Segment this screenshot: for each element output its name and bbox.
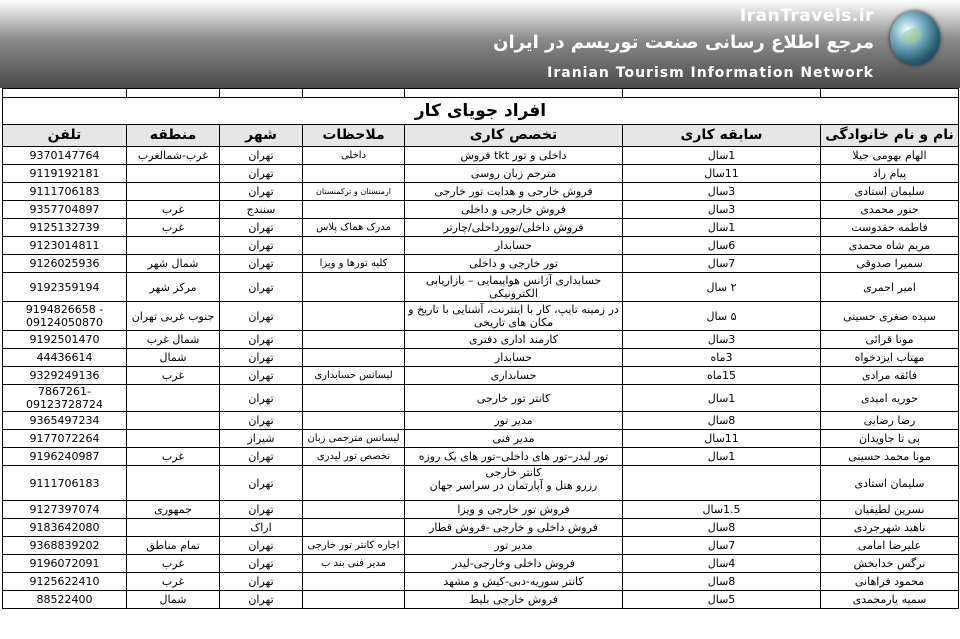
cell-specialty: مدیر تور bbox=[405, 412, 623, 430]
table-body bbox=[3, 147, 959, 609]
cell-specialty: کانتر خارجی رزرو هتل و آپارتمان در سراسر جهان bbox=[405, 466, 623, 501]
cell-region bbox=[127, 183, 220, 201]
cell-notes: تخصص تور لیدری bbox=[303, 448, 405, 466]
table-row bbox=[3, 219, 959, 237]
table-row bbox=[3, 255, 959, 273]
cell-region bbox=[127, 385, 220, 412]
cell-city: تهران bbox=[220, 501, 303, 519]
cell-notes: لیسانس مترجمی زبان bbox=[303, 430, 405, 448]
cell-phone: 9125622410 bbox=[3, 573, 127, 591]
column-header-city: شهر bbox=[220, 125, 303, 147]
cell-notes bbox=[303, 412, 405, 430]
cell-name: مونا محمد حسینی bbox=[821, 448, 959, 466]
cell-region: جمهوری bbox=[127, 501, 220, 519]
cell-phone: 9123014811 bbox=[3, 237, 127, 255]
cell-region: غرب bbox=[127, 201, 220, 219]
cell-experience: 1سال bbox=[623, 448, 821, 466]
cell-experience: 6سال bbox=[623, 237, 821, 255]
cell-city: تهران bbox=[220, 385, 303, 412]
cell-region: جنوب غربی تهران bbox=[127, 302, 220, 331]
cell-experience: 1سال bbox=[623, 219, 821, 237]
cell-name: فاطمه حقدوست bbox=[821, 219, 959, 237]
cell-name: امیر احمری bbox=[821, 273, 959, 302]
table-row bbox=[3, 537, 959, 555]
cell-specialty: کانتر تور خارجی bbox=[405, 385, 623, 412]
cell-name: جنور محمدی bbox=[821, 201, 959, 219]
cell-name: سمیرا صدوقی bbox=[821, 255, 959, 273]
cell-region bbox=[127, 165, 220, 183]
cell-specialty: مترجم زبان روسی bbox=[405, 165, 623, 183]
cell-city: تهران bbox=[220, 537, 303, 555]
cell-specialty: حسابداری bbox=[405, 367, 623, 385]
cell-experience: 5سال bbox=[623, 591, 821, 609]
cell-city: اراک bbox=[220, 519, 303, 537]
cell-notes bbox=[303, 273, 405, 302]
cell-specialty: کارمند اداری دفتری bbox=[405, 331, 623, 349]
cell-name: سمیه یارمحمدی bbox=[821, 591, 959, 609]
cell-region: شمال شهر bbox=[127, 255, 220, 273]
cell-experience: 1.5سال bbox=[623, 501, 821, 519]
cell-notes bbox=[303, 349, 405, 367]
cell-specialty: مدیر فنی bbox=[405, 430, 623, 448]
table-row bbox=[3, 367, 959, 385]
table-row bbox=[3, 183, 959, 201]
table-row bbox=[3, 331, 959, 349]
cell-notes: کلیه تورها و ویزا bbox=[303, 255, 405, 273]
table-row bbox=[3, 555, 959, 573]
cell-name: نسرین لطیفیان bbox=[821, 501, 959, 519]
column-header-experience: سابقه کاری bbox=[623, 125, 821, 147]
globe-icon bbox=[890, 11, 940, 65]
cell-city: تهران bbox=[220, 273, 303, 302]
cell-region: تمام مناطق bbox=[127, 537, 220, 555]
cell-phone: 88522400 bbox=[3, 591, 127, 609]
cell-notes: لیسانس حسابداری bbox=[303, 367, 405, 385]
column-header-phone: تلفن bbox=[3, 125, 127, 147]
cell-experience: 7سال bbox=[623, 537, 821, 555]
cell-city: تهران bbox=[220, 448, 303, 466]
cell-experience bbox=[623, 466, 821, 501]
cell-phone: 9177072264 bbox=[3, 430, 127, 448]
column-headers bbox=[3, 125, 959, 147]
cell-region: غرب-شمالغرب bbox=[127, 147, 220, 165]
cell-region: غرب bbox=[127, 448, 220, 466]
jobseekers-table bbox=[2, 88, 959, 609]
cell-specialty: در زمینه تایپ، کار با اینترنت، آشنایی با تاریخ و مکان های تاریخی bbox=[405, 302, 623, 331]
cell-notes bbox=[303, 466, 405, 501]
cell-phone: 9192501470 bbox=[3, 331, 127, 349]
cell-notes bbox=[303, 519, 405, 537]
table-row bbox=[3, 165, 959, 183]
cell-city: تهران bbox=[220, 219, 303, 237]
cell-region: غرب bbox=[127, 367, 220, 385]
cell-phone: 9329249136 bbox=[3, 367, 127, 385]
table-row bbox=[3, 573, 959, 591]
cell-notes: اجاره کانتر تور خارجی bbox=[303, 537, 405, 555]
cell-region bbox=[127, 430, 220, 448]
cell-name: رضا رضایی bbox=[821, 412, 959, 430]
cell-phone: 9183642080 bbox=[3, 519, 127, 537]
cell-specialty: حسابدار bbox=[405, 349, 623, 367]
cell-name: حوریه امیدی bbox=[821, 385, 959, 412]
cell-phone: 9365497234 bbox=[3, 412, 127, 430]
cell-name: مهتاب ایزدخواه bbox=[821, 349, 959, 367]
cell-notes bbox=[303, 501, 405, 519]
cell-specialty: مدیر تور bbox=[405, 537, 623, 555]
cell-experience: 3ماه bbox=[623, 349, 821, 367]
table-caption: افراد جویای کار bbox=[3, 98, 959, 125]
cell-phone: 9192359194 bbox=[3, 273, 127, 302]
cell-name: علیرضا امامی bbox=[821, 537, 959, 555]
cell-region: مرکز شهر bbox=[127, 273, 220, 302]
cell-experience: 1سال bbox=[623, 147, 821, 165]
cell-phone: 44436614 bbox=[3, 349, 127, 367]
cell-notes bbox=[303, 302, 405, 331]
cell-name: فائقه مرادی bbox=[821, 367, 959, 385]
cell-experience: 8سال bbox=[623, 573, 821, 591]
cell-specialty: فروش داخلی وخارجی-لیدر bbox=[405, 555, 623, 573]
cell-notes bbox=[303, 591, 405, 609]
cell-phone: 7867261- 09123728724 bbox=[3, 385, 127, 412]
cell-specialty: فروش داخلی/توورداخلی/چارتر bbox=[405, 219, 623, 237]
table-row bbox=[3, 519, 959, 537]
cell-notes: مدرک هماک پلاس bbox=[303, 219, 405, 237]
spacer-row bbox=[3, 89, 959, 98]
cell-notes bbox=[303, 165, 405, 183]
cell-name: مریم شاه محمدی bbox=[821, 237, 959, 255]
cell-city: تهران bbox=[220, 573, 303, 591]
site-title-english: Iranian Tourism Information Network bbox=[547, 65, 874, 81]
cell-notes bbox=[303, 573, 405, 591]
cell-name: مونا قرائی bbox=[821, 331, 959, 349]
cell-specialty: کانتر سوریه-دبی-کیش و مشهد bbox=[405, 573, 623, 591]
cell-notes bbox=[303, 331, 405, 349]
cell-phone: 9127397074 bbox=[3, 501, 127, 519]
cell-city: سنندج bbox=[220, 201, 303, 219]
cell-region: شمال bbox=[127, 591, 220, 609]
cell-notes bbox=[303, 201, 405, 219]
cell-city: تهران bbox=[220, 165, 303, 183]
cell-city: تهران bbox=[220, 367, 303, 385]
table-row bbox=[3, 349, 959, 367]
cell-name: محمود فراهانی bbox=[821, 573, 959, 591]
table-row bbox=[3, 147, 959, 165]
table-row bbox=[3, 466, 959, 501]
column-header-region: منطقه bbox=[127, 125, 220, 147]
cell-experience: 11سال bbox=[623, 430, 821, 448]
cell-region: غرب bbox=[127, 573, 220, 591]
cell-city: تهران bbox=[220, 466, 303, 501]
cell-phone: 9357704897 bbox=[3, 201, 127, 219]
cell-phone: 9119192181 bbox=[3, 165, 127, 183]
cell-specialty: تور خارجی و داخلی bbox=[405, 255, 623, 273]
cell-experience: ۲ سال bbox=[623, 273, 821, 302]
cell-notes: ارمنستان و ترکمنستان bbox=[303, 183, 405, 201]
cell-region bbox=[127, 412, 220, 430]
cell-experience: 3سال bbox=[623, 331, 821, 349]
cell-specialty: داخلی و تور tkt فروش bbox=[405, 147, 623, 165]
column-header-name: نام و نام خانوادگی bbox=[821, 125, 959, 147]
cell-region bbox=[127, 466, 220, 501]
cell-city: شیراز bbox=[220, 430, 303, 448]
cell-notes bbox=[303, 237, 405, 255]
cell-city: تهران bbox=[220, 237, 303, 255]
cell-city: تهران bbox=[220, 591, 303, 609]
cell-phone: 9111706183 bbox=[3, 466, 127, 501]
cell-specialty: تور لیدر–تور های داخلی–تور های یک روزه bbox=[405, 448, 623, 466]
cell-specialty: فروش خارجی و داخلی bbox=[405, 201, 623, 219]
cell-phone: 9194826658 - 09124050870 bbox=[3, 302, 127, 331]
table-row bbox=[3, 201, 959, 219]
table-row bbox=[3, 591, 959, 609]
cell-phone: 9126025936 bbox=[3, 255, 127, 273]
cell-name: سلیمان استادی bbox=[821, 466, 959, 501]
cell-name: سیده صغری حسینی bbox=[821, 302, 959, 331]
table-row bbox=[3, 302, 959, 331]
table-row bbox=[3, 385, 959, 412]
cell-experience: ۵ سال bbox=[623, 302, 821, 331]
table-row bbox=[3, 237, 959, 255]
cell-notes bbox=[303, 385, 405, 412]
cell-experience: 8سال bbox=[623, 519, 821, 537]
table-row bbox=[3, 501, 959, 519]
column-header-notes: ملاحظات bbox=[303, 125, 405, 147]
cell-city: تهران bbox=[220, 255, 303, 273]
cell-city: تهران bbox=[220, 331, 303, 349]
cell-experience: 3سال bbox=[623, 201, 821, 219]
cell-name: نرگس خدابخش bbox=[821, 555, 959, 573]
cell-specialty: حسابدار bbox=[405, 237, 623, 255]
table-row bbox=[3, 412, 959, 430]
cell-region bbox=[127, 519, 220, 537]
site-title-persian: مرجع اطلاع رسانی صنعت توریسم در ایران bbox=[493, 32, 874, 53]
cell-name: ناهید شهرجردی bbox=[821, 519, 959, 537]
cell-phone: 9370147764 bbox=[3, 147, 127, 165]
cell-region: غرب bbox=[127, 219, 220, 237]
cell-region bbox=[127, 237, 220, 255]
cell-experience: 3سال bbox=[623, 183, 821, 201]
cell-city: تهران bbox=[220, 147, 303, 165]
cell-phone: 9125132739 bbox=[3, 219, 127, 237]
cell-phone: 9196240987 bbox=[3, 448, 127, 466]
cell-city: تهران bbox=[220, 349, 303, 367]
cell-region: شمال غرب bbox=[127, 331, 220, 349]
cell-city: تهران bbox=[220, 555, 303, 573]
cell-experience: 8سال bbox=[623, 412, 821, 430]
cell-phone: 9196072091 bbox=[3, 555, 127, 573]
cell-city: تهران bbox=[220, 412, 303, 430]
cell-experience: 1سال bbox=[623, 385, 821, 412]
table-row bbox=[3, 273, 959, 302]
table-row bbox=[3, 430, 959, 448]
cell-notes: داخلی bbox=[303, 147, 405, 165]
cell-experience: 7سال bbox=[623, 255, 821, 273]
site-header bbox=[0, 0, 960, 88]
site-domain[interactable]: IranTravels.ir bbox=[739, 6, 874, 26]
cell-name: الهام بهومی جیلا bbox=[821, 147, 959, 165]
cell-city: تهران bbox=[220, 302, 303, 331]
cell-phone: 9368839202 bbox=[3, 537, 127, 555]
cell-name: پی تا جاویدان bbox=[821, 430, 959, 448]
cell-specialty: حسابداری آژانس هواپیمایی – بازاریابی الکترونیکی bbox=[405, 273, 623, 302]
cell-experience: 4سال bbox=[623, 555, 821, 573]
cell-specialty: فروش تور خارجی و ویزا bbox=[405, 501, 623, 519]
cell-name: سلیمان استادی bbox=[821, 183, 959, 201]
cell-experience: 11سال bbox=[623, 165, 821, 183]
cell-phone: 9111706183 bbox=[3, 183, 127, 201]
cell-city: تهران bbox=[220, 183, 303, 201]
cell-name: پیام راد bbox=[821, 165, 959, 183]
cell-specialty: فروش داخلی و خارجی -فروش قطار bbox=[405, 519, 623, 537]
cell-region: غرب bbox=[127, 555, 220, 573]
cell-notes: مدیر فنی بند ب bbox=[303, 555, 405, 573]
cell-specialty: فروش خارجی بلیط bbox=[405, 591, 623, 609]
cell-experience: 15ماه bbox=[623, 367, 821, 385]
table-row bbox=[3, 448, 959, 466]
cell-specialty: فروش خارجی و هدایت تور خارجی bbox=[405, 183, 623, 201]
jobseekers-table-container bbox=[2, 88, 958, 609]
column-header-specialty: تخصص کاری bbox=[405, 125, 623, 147]
cell-region: شمال bbox=[127, 349, 220, 367]
